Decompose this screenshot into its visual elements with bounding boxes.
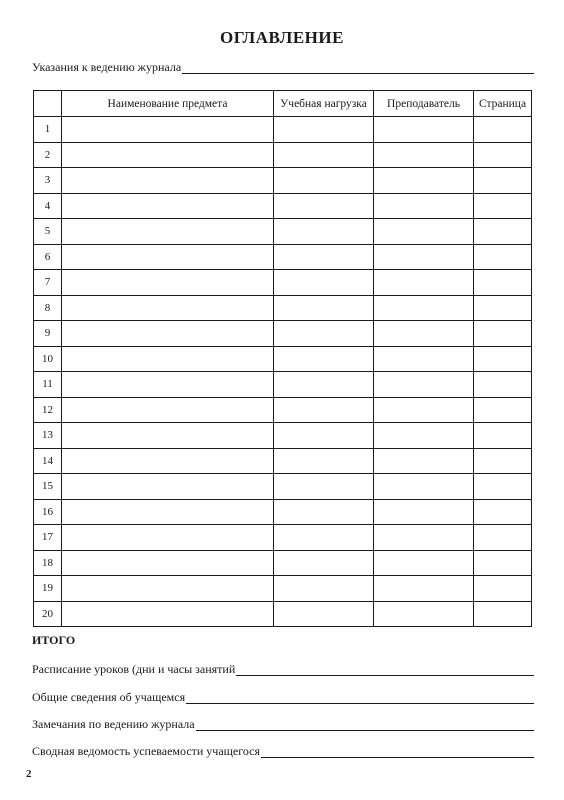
table-row xyxy=(34,448,532,474)
row-number: 11 xyxy=(34,372,62,398)
page-cell[interactable] xyxy=(474,372,532,398)
subject-cell[interactable] xyxy=(62,142,274,168)
workload-cell[interactable] xyxy=(274,321,374,347)
row-number: 6 xyxy=(34,244,62,270)
row-number: 18 xyxy=(34,550,62,576)
page-cell[interactable] xyxy=(474,499,532,525)
workload-cell[interactable] xyxy=(274,219,374,245)
page-cell[interactable] xyxy=(474,244,532,270)
page-cell[interactable] xyxy=(474,397,532,423)
page-cell[interactable] xyxy=(474,474,532,500)
teacher-cell[interactable] xyxy=(374,193,474,219)
table-row xyxy=(34,525,532,551)
subject-cell[interactable] xyxy=(62,270,274,296)
table-body xyxy=(34,117,532,627)
teacher-cell[interactable] xyxy=(374,321,474,347)
instructions-fill-rule[interactable] xyxy=(182,62,534,74)
workload-cell[interactable] xyxy=(274,244,374,270)
subject-cell[interactable] xyxy=(62,193,274,219)
subject-cell[interactable] xyxy=(62,346,274,372)
workload-cell[interactable] xyxy=(274,270,374,296)
teacher-cell[interactable] xyxy=(374,270,474,296)
row-number: 14 xyxy=(34,448,62,474)
schedule-fill-rule[interactable] xyxy=(236,664,534,676)
row-number: 3 xyxy=(34,168,62,194)
teacher-cell[interactable] xyxy=(374,499,474,525)
progress-summary-line xyxy=(32,744,534,758)
table-row xyxy=(34,270,532,296)
table-row xyxy=(34,193,532,219)
row-number: 9 xyxy=(34,321,62,347)
table-row xyxy=(34,550,532,576)
page-cell[interactable] xyxy=(474,193,532,219)
subject-cell[interactable] xyxy=(62,244,274,270)
row-number: 16 xyxy=(34,499,62,525)
subject-cell[interactable] xyxy=(62,423,274,449)
row-number: 1 xyxy=(34,117,62,143)
table-row xyxy=(34,397,532,423)
subject-cell[interactable] xyxy=(62,295,274,321)
column-header-subject: Наименование предмета xyxy=(62,91,274,117)
workload-cell[interactable] xyxy=(274,423,374,449)
student-info-line xyxy=(32,690,534,704)
remarks-label: Замечания по ведению журнала xyxy=(32,717,195,731)
row-number: 2 xyxy=(34,142,62,168)
page-cell[interactable] xyxy=(474,423,532,449)
table-row xyxy=(34,219,532,245)
workload-cell[interactable] xyxy=(274,397,374,423)
page-cell[interactable] xyxy=(474,219,532,245)
workload-cell[interactable] xyxy=(274,117,374,143)
table-row xyxy=(34,168,532,194)
workload-cell[interactable] xyxy=(274,576,374,602)
subject-cell[interactable] xyxy=(62,448,274,474)
row-number: 5 xyxy=(34,219,62,245)
column-header-number xyxy=(34,91,62,117)
workload-cell[interactable] xyxy=(274,474,374,500)
row-number: 7 xyxy=(34,270,62,296)
progress-summary-fill-rule[interactable] xyxy=(261,746,534,758)
table-row xyxy=(34,295,532,321)
subject-cell[interactable] xyxy=(62,550,274,576)
teacher-cell[interactable] xyxy=(374,117,474,143)
subject-cell[interactable] xyxy=(62,117,274,143)
table-row xyxy=(34,423,532,449)
subject-cell[interactable] xyxy=(62,168,274,194)
teacher-cell[interactable] xyxy=(374,423,474,449)
page-title: ОГЛАВЛЕНИЕ xyxy=(220,28,344,47)
teacher-cell[interactable] xyxy=(374,142,474,168)
page-cell[interactable] xyxy=(474,576,532,602)
page-cell[interactable] xyxy=(474,525,532,551)
row-number: 13 xyxy=(34,423,62,449)
subject-cell[interactable] xyxy=(62,525,274,551)
workload-cell[interactable] xyxy=(274,550,374,576)
page-cell[interactable] xyxy=(474,601,532,627)
row-number: 20 xyxy=(34,601,62,627)
subject-cell[interactable] xyxy=(62,474,274,500)
row-number: 17 xyxy=(34,525,62,551)
teacher-cell[interactable] xyxy=(374,525,474,551)
teacher-cell[interactable] xyxy=(374,601,474,627)
row-number: 12 xyxy=(34,397,62,423)
teacher-cell[interactable] xyxy=(374,448,474,474)
teacher-cell[interactable] xyxy=(374,372,474,398)
teacher-cell[interactable] xyxy=(374,474,474,500)
subject-cell[interactable] xyxy=(62,499,274,525)
subject-cell[interactable] xyxy=(62,397,274,423)
subject-cell[interactable] xyxy=(62,576,274,602)
workload-cell[interactable] xyxy=(274,601,374,627)
page-cell[interactable] xyxy=(474,142,532,168)
column-header-page: Страница xyxy=(474,91,532,117)
progress-summary-label: Сводная ведомость успеваемости учащегося xyxy=(32,744,261,758)
column-header-workload: Учебная нагрузка xyxy=(274,91,374,117)
teacher-cell[interactable] xyxy=(374,295,474,321)
workload-cell[interactable] xyxy=(274,525,374,551)
table-row xyxy=(34,346,532,372)
page-cell[interactable] xyxy=(474,168,532,194)
toc-table xyxy=(33,90,532,627)
teacher-cell[interactable] xyxy=(374,397,474,423)
remarks-fill-rule[interactable] xyxy=(196,719,534,731)
workload-cell[interactable] xyxy=(274,168,374,194)
page-cell[interactable] xyxy=(474,321,532,347)
workload-cell[interactable] xyxy=(274,142,374,168)
page-cell[interactable] xyxy=(474,295,532,321)
table-row xyxy=(34,499,532,525)
teacher-cell[interactable] xyxy=(374,168,474,194)
page-cell[interactable] xyxy=(474,346,532,372)
table-row xyxy=(34,244,532,270)
schedule-line xyxy=(32,662,534,676)
schedule-label: Расписание уроков (дни и часы занятий xyxy=(32,662,236,676)
page-cell[interactable] xyxy=(474,550,532,576)
page-cell[interactable] xyxy=(474,270,532,296)
table-row xyxy=(34,372,532,398)
subject-cell[interactable] xyxy=(62,372,274,398)
total-label: ИТОГО xyxy=(32,633,76,647)
table-row xyxy=(34,117,532,143)
page-cell[interactable] xyxy=(474,117,532,143)
table-header-row xyxy=(34,91,532,117)
workload-cell[interactable] xyxy=(274,295,374,321)
table-row xyxy=(34,576,532,602)
table-row xyxy=(34,601,532,627)
remarks-line xyxy=(32,717,534,731)
teacher-cell[interactable] xyxy=(374,244,474,270)
row-number: 8 xyxy=(34,295,62,321)
workload-cell[interactable] xyxy=(274,193,374,219)
workload-cell[interactable] xyxy=(274,499,374,525)
instructions-line xyxy=(32,60,534,74)
row-number: 4 xyxy=(34,193,62,219)
table-row xyxy=(34,142,532,168)
student-info-label: Общие сведения об учащемся xyxy=(32,690,186,704)
subject-cell[interactable] xyxy=(62,601,274,627)
teacher-cell[interactable] xyxy=(374,576,474,602)
workload-cell[interactable] xyxy=(274,448,374,474)
teacher-cell[interactable] xyxy=(374,346,474,372)
row-number: 10 xyxy=(34,346,62,372)
student-info-fill-rule[interactable] xyxy=(186,692,534,704)
subject-cell[interactable] xyxy=(62,321,274,347)
table-row xyxy=(34,474,532,500)
instructions-label: Указания к ведению журнала xyxy=(32,60,182,74)
teacher-cell[interactable] xyxy=(374,550,474,576)
teacher-cell[interactable] xyxy=(374,219,474,245)
workload-cell[interactable] xyxy=(274,346,374,372)
row-number: 19 xyxy=(34,576,62,602)
row-number: 15 xyxy=(34,474,62,500)
page-cell[interactable] xyxy=(474,448,532,474)
subject-cell[interactable] xyxy=(62,219,274,245)
page-number: 2 xyxy=(26,768,32,780)
workload-cell[interactable] xyxy=(274,372,374,398)
column-header-teacher: Преподаватель xyxy=(374,91,474,117)
table-row xyxy=(34,321,532,347)
